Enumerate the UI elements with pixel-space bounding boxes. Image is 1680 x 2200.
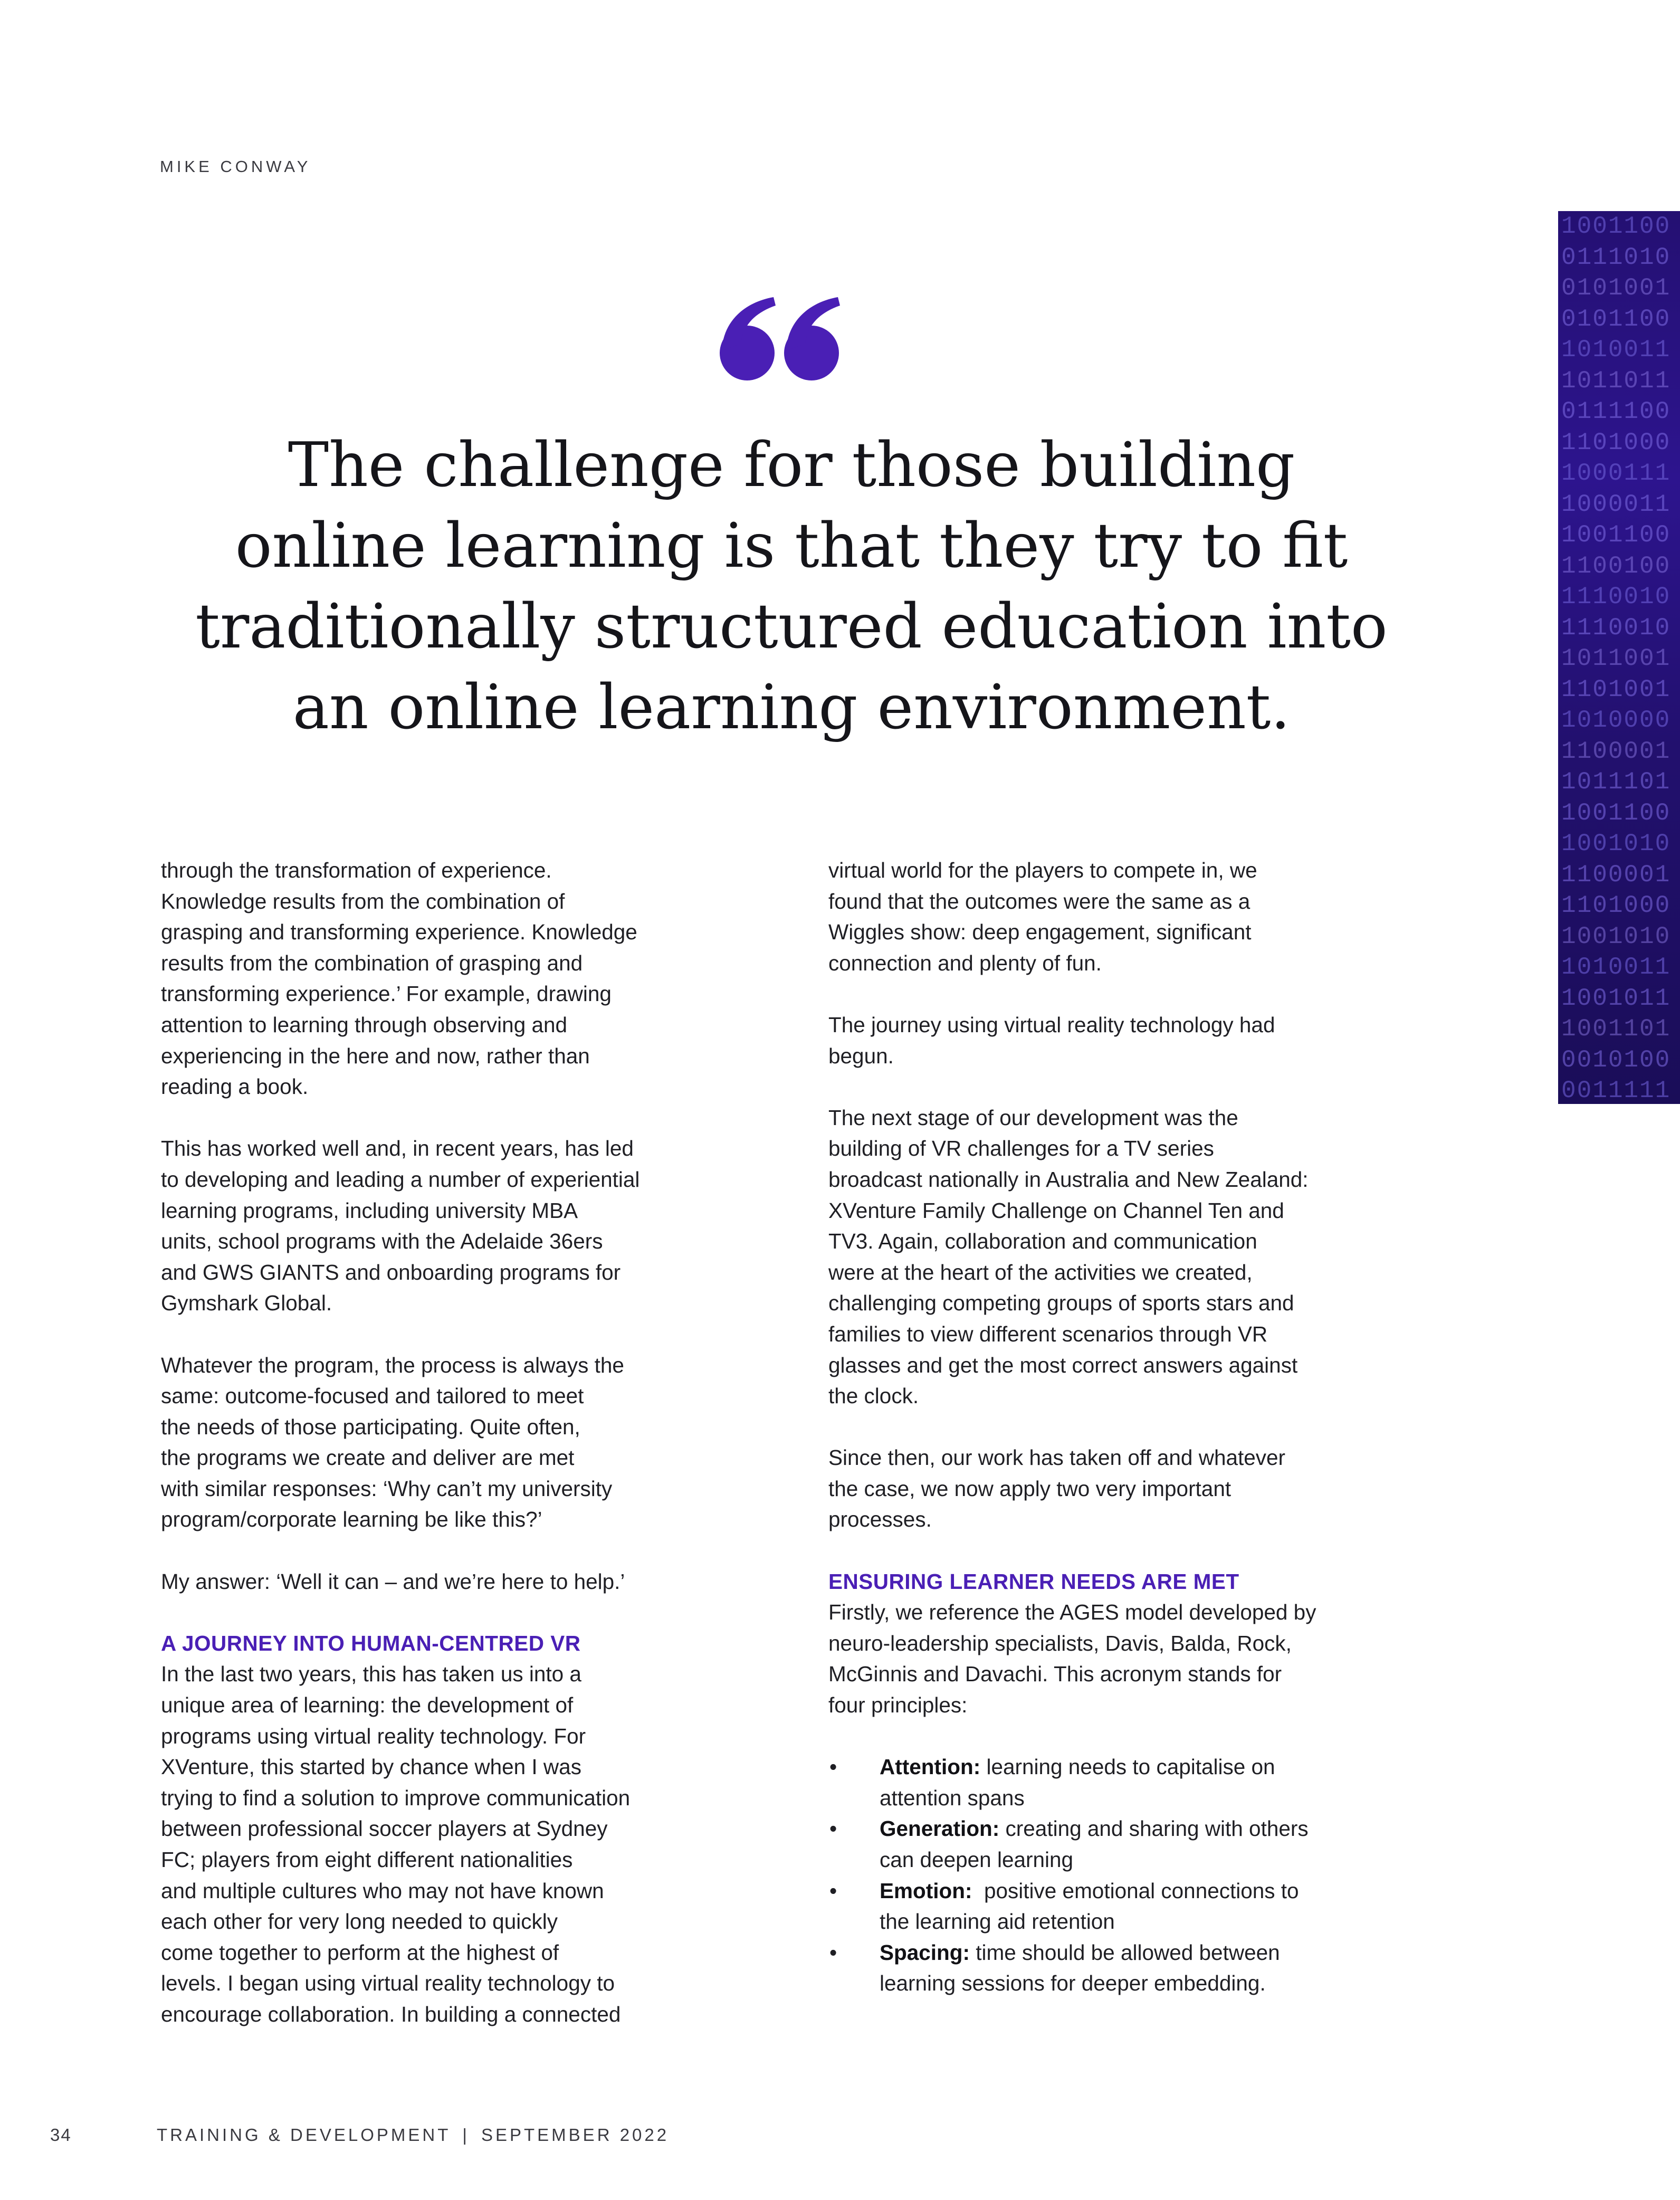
binary-row: 1001010	[1561, 830, 1671, 858]
bullet-icon: •	[829, 1940, 837, 1965]
bullet-item	[828, 1937, 1440, 1999]
text-line: the programs we create and deliver are met	[161, 1445, 575, 1470]
binary-row: 0011111	[1561, 1077, 1671, 1104]
text-line: Since then, our work has taken off and whatever	[828, 1445, 1286, 1470]
text-line: XVenture Family Challenge on Channel Ten and	[828, 1198, 1284, 1223]
text-line: each other for very long needed to quickly	[161, 1909, 558, 1934]
text-line: program/corporate learning be like this?’	[161, 1507, 542, 1532]
bullet-line	[880, 1875, 1440, 1907]
bullet-text: learning needs to capitalise on	[980, 1755, 1275, 1779]
binary-row: 1010011	[1561, 954, 1671, 981]
bullet-item	[828, 1813, 1440, 1875]
paragraph	[161, 1659, 784, 2030]
paragraph	[161, 1350, 784, 1536]
text-line: attention to learning through observing and	[161, 1012, 568, 1037]
bullet-term: Generation:	[880, 1816, 1000, 1841]
text-line: My answer: ‘Well it can – and we’re here to help.’	[161, 1569, 625, 1594]
binary-row: 0111100	[1561, 398, 1671, 425]
text-line: glasses and get the most correct answers against	[828, 1353, 1298, 1377]
text-line: TV3. Again, collaboration and communication	[828, 1229, 1257, 1254]
text-line: Gymshark Global.	[161, 1291, 332, 1316]
section-heading: A JOURNEY INTO HUMAN-CENTRED VR	[161, 1631, 581, 1655]
text-line: Firstly, we reference the AGES model developed by	[828, 1600, 1316, 1625]
bullet-term: Emotion:	[880, 1878, 972, 1903]
text-line: The journey using virtual reality technology had	[828, 1012, 1275, 1037]
binary-row: 1011011	[1561, 367, 1671, 395]
binary-row: 1100100	[1561, 552, 1671, 580]
text-line: McGinnis and Davachi. This acronym stands for	[828, 1662, 1282, 1687]
binary-code-image	[1558, 211, 1680, 1104]
author-name: MIKE CONWAY	[160, 157, 311, 176]
text-line: units, school programs with the Adelaide 36ers	[161, 1229, 603, 1254]
text-line: were at the heart of the activities we created,	[828, 1260, 1253, 1284]
text-line: Whatever the program, the process is always the	[161, 1353, 624, 1377]
text-line: This has worked well and, in recent years, has led	[161, 1136, 634, 1161]
right-column	[828, 855, 1440, 1999]
text-line: four principles:	[828, 1693, 968, 1718]
binary-row: 0010100	[1561, 1046, 1671, 1074]
paragraph	[161, 1133, 784, 1319]
binary-row: 1011101	[1561, 768, 1671, 796]
bullet-list	[828, 1751, 1440, 1999]
binary-row: 0101100	[1561, 305, 1671, 333]
bullet-item	[828, 1875, 1440, 1937]
text-line: reading a book.	[161, 1074, 309, 1099]
binary-row: 1000011	[1561, 490, 1671, 518]
text-line: levels. I began using virtual reality technology to	[161, 1971, 615, 1996]
binary-row: 1101001	[1561, 675, 1671, 703]
bullet-text: positive emotional connections to	[972, 1878, 1299, 1903]
binary-row: 1011001	[1561, 645, 1671, 672]
binary-row: 1001101	[1561, 1015, 1671, 1043]
bullet-line: the learning aid retention	[880, 1909, 1115, 1934]
bullet-line	[880, 1751, 1440, 1783]
text-line: encourage collaboration. In building a connected	[161, 2002, 621, 2026]
binary-row: 1110010	[1561, 614, 1671, 642]
binary-row: 1110010	[1561, 583, 1671, 611]
section-heading: ENSURING LEARNER NEEDS ARE MET	[828, 1569, 1239, 1594]
bullet-line: can deepen learning	[880, 1847, 1074, 1872]
text-line: transforming experience.’ For example, drawing	[161, 982, 612, 1006]
text-line: the clock.	[828, 1384, 919, 1408]
publication-name: TRAINING & DEVELOPMENT	[157, 2125, 451, 2145]
binary-row: 1100001	[1561, 737, 1671, 765]
bullet-icon: •	[829, 1755, 837, 1779]
text-line: to developing and leading a number of experiential	[161, 1167, 640, 1192]
text-line: neuro-leadership specialists, Davis, Balda, Rock,	[828, 1631, 1292, 1655]
bullet-text: time should be allowed between	[970, 1940, 1280, 1965]
text-line: with similar responses: ‘Why can’t my university	[161, 1476, 613, 1501]
text-line: and GWS GIANTS and onboarding programs for	[161, 1260, 621, 1284]
quote-mark-icon	[717, 293, 848, 383]
pull-quote-line: an online learning environment.	[292, 672, 1291, 743]
bullet-line	[880, 1937, 1440, 1968]
binary-row: 1010000	[1561, 707, 1671, 734]
bullet-term: Attention:	[880, 1755, 981, 1779]
text-line: FC; players from eight different nationalities	[161, 1847, 573, 1872]
binary-row: 1010011	[1561, 336, 1671, 364]
text-line: building of VR challenges for a TV series	[828, 1136, 1214, 1161]
bullet-icon: •	[829, 1816, 837, 1841]
paragraph	[828, 1597, 1440, 1720]
text-line: results from the combination of grasping and	[161, 950, 583, 975]
binary-row: 0111010	[1561, 243, 1671, 271]
left-column	[161, 855, 784, 2030]
bullet-text: creating and sharing with others	[999, 1816, 1309, 1841]
text-line: same: outcome-focused and tailored to meet	[161, 1384, 584, 1408]
binary-row: 1101000	[1561, 428, 1671, 456]
binary-row: 1000111	[1561, 460, 1671, 487]
bullet-term: Spacing:	[880, 1940, 970, 1965]
paragraph	[828, 1102, 1440, 1412]
text-line: experiencing in the here and now, rather than	[161, 1043, 590, 1068]
text-line: and multiple cultures who may not have known	[161, 1878, 604, 1903]
page-number: 34	[50, 2125, 72, 2145]
text-line: the needs of those participating. Quite often,	[161, 1414, 580, 1439]
text-line: processes.	[828, 1507, 932, 1532]
text-line: Wiggles show: deep engagement, significant	[828, 920, 1252, 945]
paragraph	[828, 1009, 1440, 1071]
text-line: In the last two years, this has taken us into a	[161, 1662, 581, 1687]
text-line: challenging competing groups of sports stars and	[828, 1291, 1294, 1316]
text-line: grasping and transforming experience. Knowledge	[161, 920, 637, 945]
bullet-icon: •	[829, 1878, 837, 1903]
text-line: virtual world for the players to compete in, we	[828, 858, 1257, 882]
text-line: the case, we now apply two very important	[828, 1476, 1232, 1501]
pull-quote-line: traditionally structured education into	[195, 591, 1388, 662]
binary-row: 1001100	[1561, 799, 1671, 827]
text-line: between professional soccer players at Sydney	[161, 1816, 608, 1841]
bullet-line: learning sessions for deeper embedding.	[880, 1971, 1266, 1996]
binary-row: 1001010	[1561, 922, 1671, 950]
pull-quote-line: The challenge for those building	[288, 430, 1295, 501]
pull-quote-line: online learning is that they try to fit	[235, 510, 1348, 582]
text-line: Knowledge results from the combination of	[161, 889, 565, 913]
binary-row: 1001011	[1561, 984, 1671, 1012]
paragraph	[828, 1442, 1440, 1535]
binary-row: 1001100	[1561, 213, 1671, 240]
issue-date: SEPTEMBER 2022	[481, 2125, 670, 2145]
text-line: through the transformation of experience.	[161, 858, 552, 882]
text-line: connection and plenty of fun.	[828, 950, 1102, 975]
text-line: found that the outcomes were the same as a	[828, 889, 1251, 913]
binary-row: 1101000	[1561, 892, 1671, 919]
binary-rows	[1561, 211, 1680, 1104]
text-line: learning programs, including university MBA	[161, 1198, 578, 1223]
footer-publication	[157, 2125, 669, 2145]
bullet-item	[828, 1751, 1440, 1813]
pull-quote	[158, 425, 1425, 748]
text-line: unique area of learning: the development of	[161, 1693, 574, 1718]
binary-row: 1100001	[1561, 861, 1671, 889]
text-line: broadcast nationally in Australia and New Zealand:	[828, 1167, 1309, 1192]
paragraph	[828, 855, 1440, 978]
paragraph	[161, 1566, 784, 1597]
paragraph	[161, 855, 784, 1102]
binary-row: 1001100	[1561, 521, 1671, 549]
text-line: families to view different scenarios through VR	[828, 1321, 1268, 1346]
text-line: come together to perform at the highest of	[161, 1940, 559, 1965]
text-line: XVenture, this started by chance when I was	[161, 1755, 581, 1779]
footer-separator: |	[462, 2125, 470, 2145]
text-line: begun.	[828, 1043, 894, 1068]
text-line: The next stage of our development was the	[828, 1105, 1238, 1130]
binary-row: 0101001	[1561, 274, 1671, 302]
text-line: programs using virtual reality technology. For	[161, 1723, 586, 1748]
bullet-line: attention spans	[880, 1785, 1025, 1810]
bullet-line	[880, 1813, 1440, 1844]
text-line: trying to find a solution to improve communication	[161, 1785, 631, 1810]
